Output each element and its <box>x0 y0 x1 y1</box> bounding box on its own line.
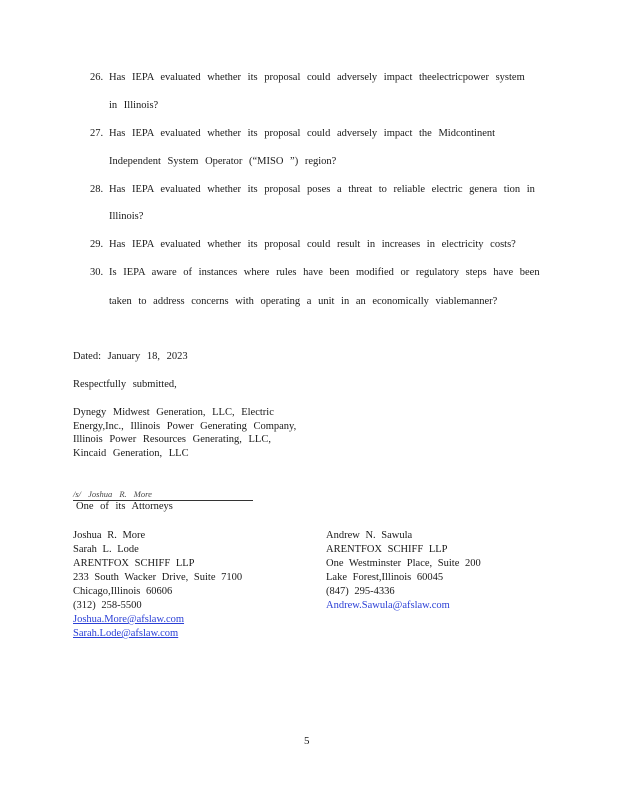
question-text: Has IEPA evaluated whether its proposal could result in increases in electricity costs? <box>109 239 516 250</box>
dated-line: Dated: January 18, 2023 <box>73 351 188 362</box>
question-text-continued: taken to address concerns with operating a unit in an economically viablemanner? <box>109 296 498 307</box>
question-text: Is IEPA aware of instances where rules have been modified or regulatory steps have been <box>109 267 540 278</box>
question-number: 28. <box>90 184 104 195</box>
signature-caption: One of its Attorneys <box>76 501 173 512</box>
question-text: Has IEPA evaluated whether its proposal poses a threat to reliable electric genera tion in <box>109 184 535 195</box>
counsel-address: One Westminster Place, Suite 200 <box>326 558 481 569</box>
question-number: 26. <box>90 72 104 83</box>
email-link[interactable]: Sarah.Lode@afslaw.com <box>73 628 179 639</box>
signature: /s/ Joshua R. More <box>73 489 152 499</box>
question-text-continued: in Illinois? <box>109 100 159 111</box>
email-link[interactable]: Andrew.Sawula@afslaw.com <box>326 600 450 611</box>
signature-line <box>73 490 253 501</box>
counsel-name: Sarah L. Lode <box>73 544 139 555</box>
party-line: Illinois Power Resources Generating, LLC, <box>73 434 271 445</box>
counsel-phone: (847) 295-4336 <box>326 586 395 597</box>
counsel-firm: ARENTFOX SCHIFF LLP <box>326 544 448 555</box>
question-number: 30. <box>90 267 104 278</box>
counsel-city: Chicago,Illinois 60606 <box>73 586 173 597</box>
counsel-firm: ARENTFOX SCHIFF LLP <box>73 558 195 569</box>
closing-line: Respectfully submitted, <box>73 379 177 390</box>
question-number: 27. <box>90 128 104 139</box>
party-block <box>73 406 296 460</box>
counsel-left-block <box>73 529 242 641</box>
page-number: 5 <box>304 735 310 747</box>
counsel-phone: (312) 258-5500 <box>73 600 142 611</box>
party-line: Energy,Inc., Illinois Power Generating Company, <box>73 420 297 432</box>
counsel-address: 233 South Wacker Drive, Suite 7100 <box>73 572 243 583</box>
email-link[interactable]: Joshua.More@afslaw.com <box>73 614 185 625</box>
counsel-name: Andrew N. Sawula <box>326 530 413 541</box>
question-text-continued: Illinois? <box>109 211 144 222</box>
question-text: Has IEPA evaluated whether its proposal could adversely impact theelectricpower system <box>109 72 525 83</box>
counsel-right-block <box>326 529 481 613</box>
party-line: Dynegy Midwest Generation, LLC, Electric <box>73 407 274 418</box>
question-text: Has IEPA evaluated whether its proposal could adversely impact the Midcontinent <box>109 128 496 139</box>
question-text-continued: Independent System Operator (“MISO ”) region? <box>109 156 337 167</box>
party-line: Kincaid Generation, LLC <box>73 447 189 459</box>
counsel-name: Joshua R. More <box>73 530 146 541</box>
counsel-city: Lake Forest,Illinois 60045 <box>326 572 444 583</box>
question-number: 29. <box>90 239 104 250</box>
